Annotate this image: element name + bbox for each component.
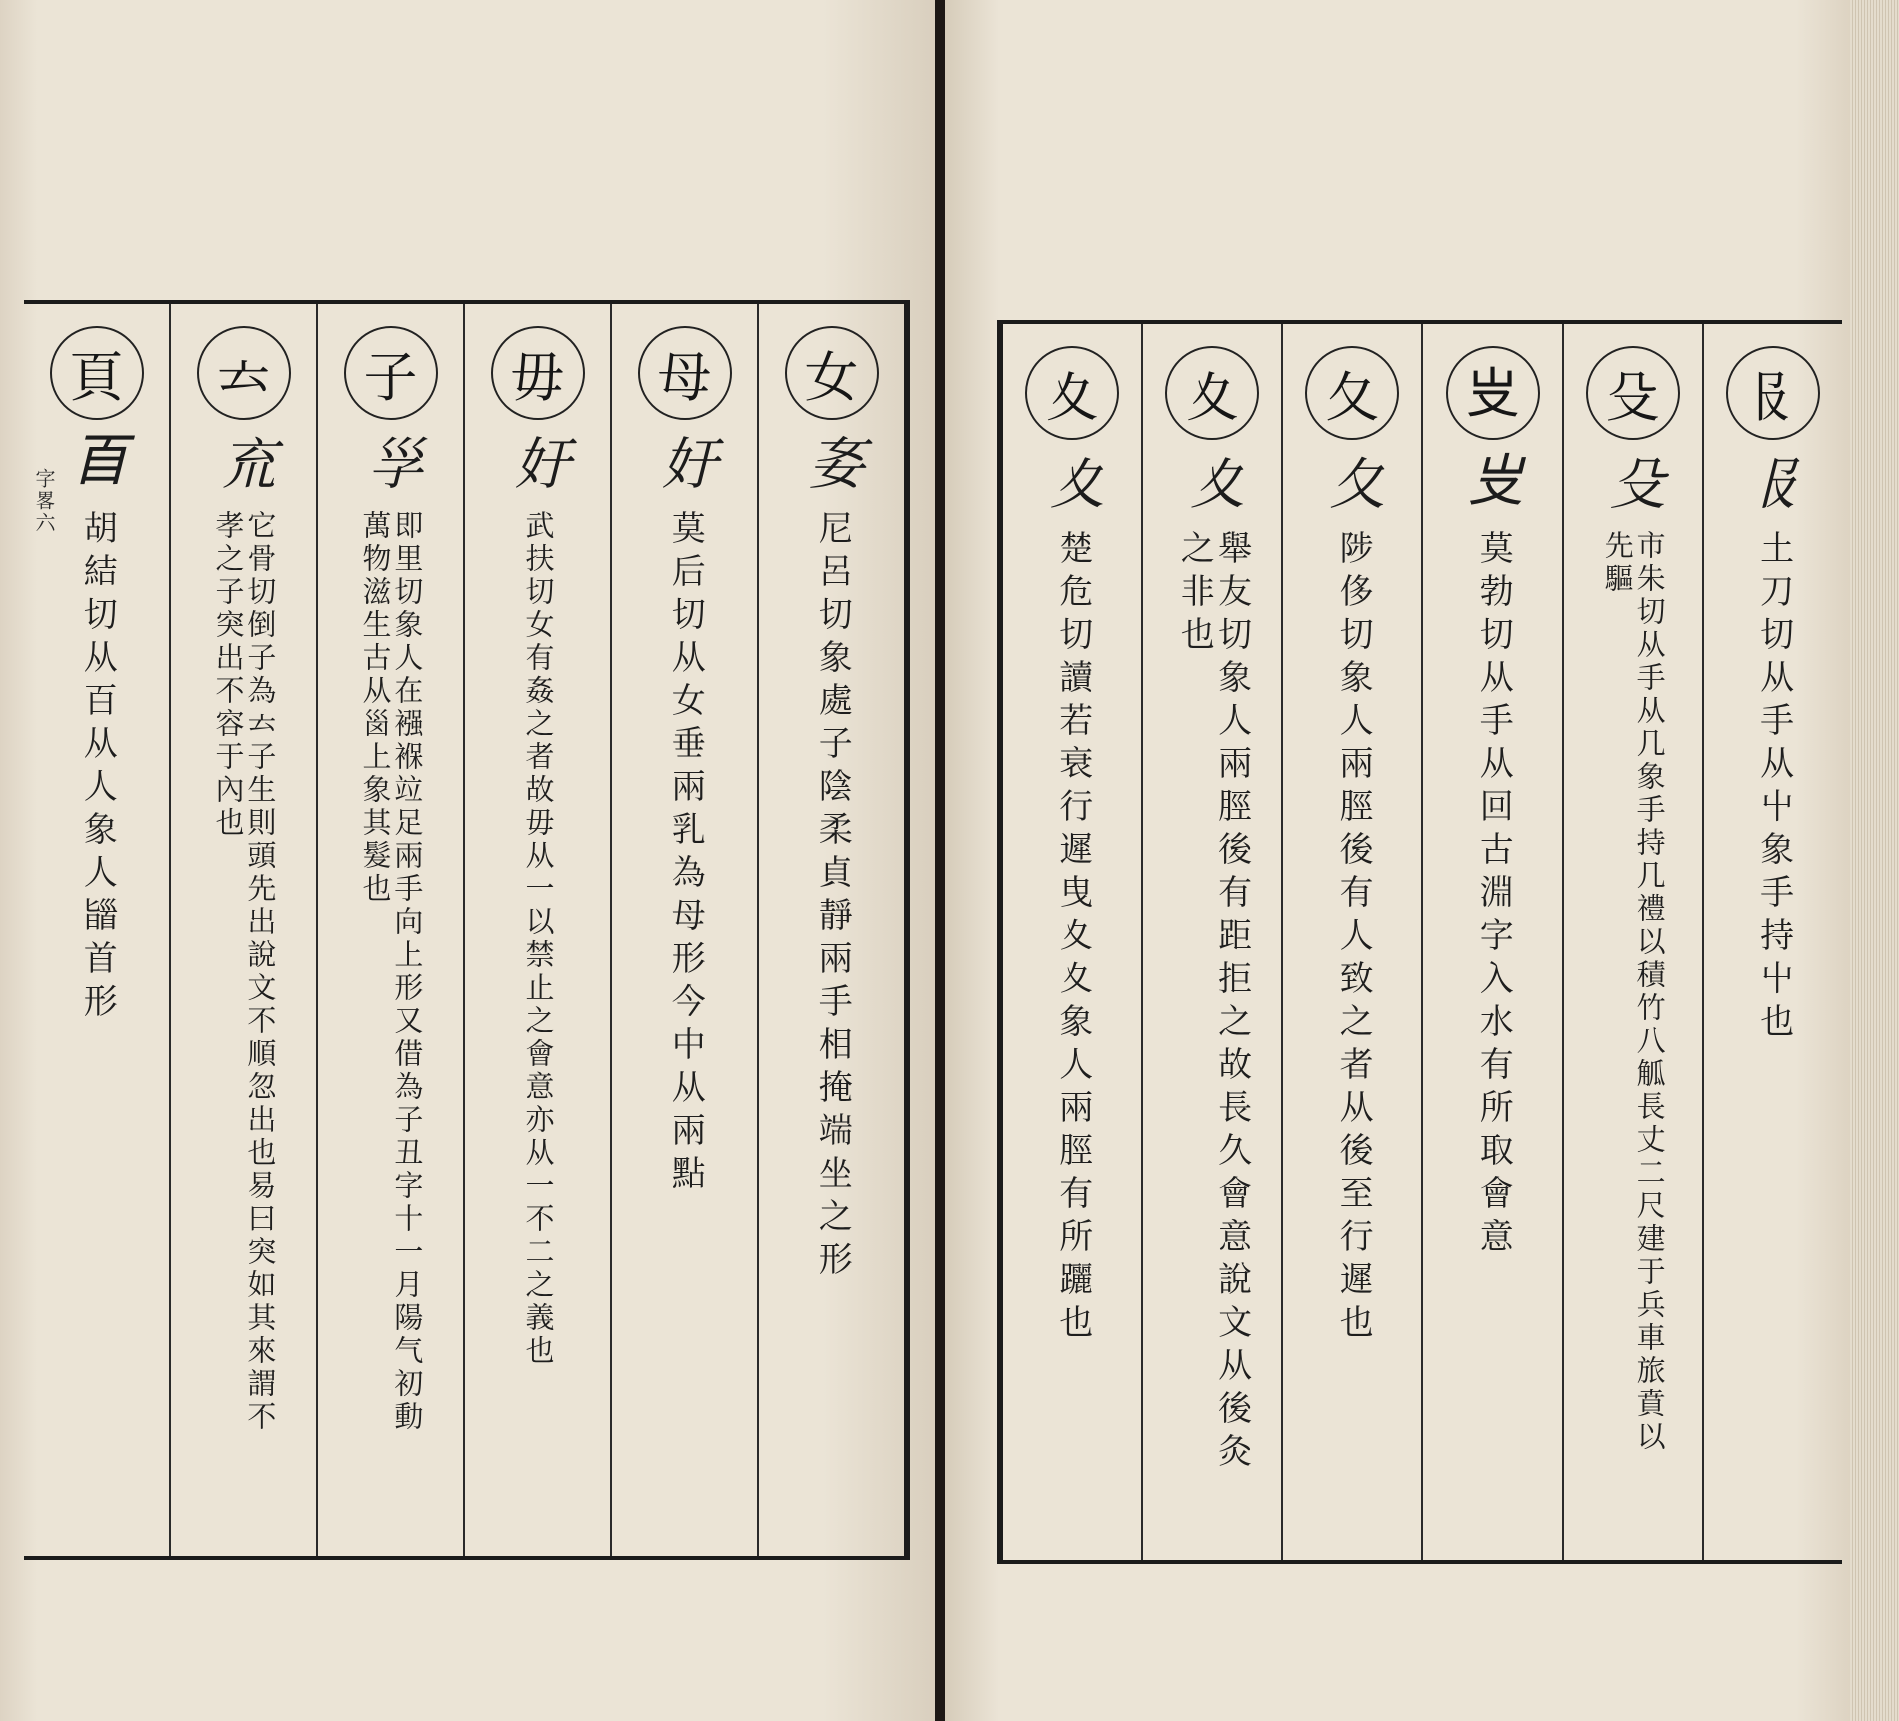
entry-column: [1281, 324, 1421, 1560]
gloss-text: 楚危切讀若衰行遲曳夊夊象人兩脛有所躧也: [1052, 530, 1093, 1347]
entry-column: [1562, 324, 1702, 1560]
head-character: 夊: [1165, 346, 1259, 440]
gloss-text: 它骨切倒子為𠫓子生則頭先出說文不順忽出也易曰突如其來謂不孝之子突出不容于內也: [211, 510, 278, 1434]
head-character: 毋: [491, 326, 585, 420]
seal-script-form: 㚥: [505, 434, 571, 490]
left-frame: [24, 300, 910, 1560]
seal-script-form: 𠬝: [1740, 454, 1806, 510]
head-character: 𠬢: [1446, 346, 1540, 440]
entry-column: [316, 304, 463, 1556]
head-character: 夊: [1025, 346, 1119, 440]
book-gutter: [935, 0, 945, 1721]
entry-column: [610, 304, 757, 1556]
gloss-text: 胡結切从百从人象人䭬首形: [77, 510, 118, 1026]
entry-column: [1421, 324, 1561, 1560]
gloss-text: 即里切象人在襁褓竝足兩手向上形又借為子丑字十一月陽气初動萬物滋生古从𡿺上象其髮也: [358, 510, 425, 1434]
head-character: 女: [785, 326, 879, 420]
entry-column: [1702, 324, 1842, 1560]
gloss-text: 莫勃切从手从回古淵字入水有所取會意: [1473, 530, 1514, 1261]
page-label: 字畧六: [32, 468, 56, 534]
seal-script-form: 𠬢: [1460, 454, 1526, 510]
gloss-text: 舉友切象人兩脛後有距拒之故長久會意說文从後灸之非也: [1174, 530, 1252, 1476]
gloss-text: 尼呂切象處子陰柔貞靜兩手相掩端坐之形: [812, 510, 853, 1284]
seal-script-form: 𦣻: [64, 434, 130, 490]
entry-column: [1003, 324, 1141, 1560]
gloss-text: 市朱切从手从几象手持几禮以積竹八觚長丈二尺建于兵車旅賁以先驅: [1600, 530, 1667, 1454]
entry-column: [24, 304, 169, 1556]
left-columns: [24, 304, 904, 1556]
right-columns: [1003, 324, 1842, 1560]
head-character: 子: [344, 326, 438, 420]
head-character: 母: [638, 326, 732, 420]
seal-script-form: 㐬: [211, 434, 277, 490]
entry-column: [757, 304, 904, 1556]
gloss-text: 土刀切从手从屮象手持屮也: [1753, 530, 1794, 1046]
seal-script-form: 㚥: [652, 434, 718, 490]
gloss-text: 陟侈切象人兩脛後有人致之者从後至行遲也: [1333, 530, 1374, 1347]
seal-script-form: 㚣: [799, 434, 865, 490]
entry-column: [463, 304, 610, 1556]
head-character: 夂: [1305, 346, 1399, 440]
page-edges: [1850, 0, 1899, 1721]
seal-script-form: 殳: [1600, 454, 1666, 510]
seal-script-form: 夂: [1320, 454, 1386, 510]
gloss-text: 武扶切女有姦之者故毋从一以禁止之會意亦从一不二之義也: [521, 510, 556, 1368]
seal-script-form: 夊: [1040, 454, 1106, 510]
entry-column: [1141, 324, 1281, 1560]
head-character: 頁: [50, 326, 144, 420]
seal-script-form: 㜽: [358, 434, 424, 490]
head-character: 𠫓: [197, 326, 291, 420]
seal-script-form: 夊: [1180, 454, 1246, 510]
entry-column: [169, 304, 316, 1556]
head-character: 殳: [1586, 346, 1680, 440]
right-frame: [997, 320, 1842, 1564]
gloss-text: 莫后切从女垂兩乳為母形今中从兩點: [665, 510, 706, 1198]
head-character: 𠬝: [1726, 346, 1820, 440]
